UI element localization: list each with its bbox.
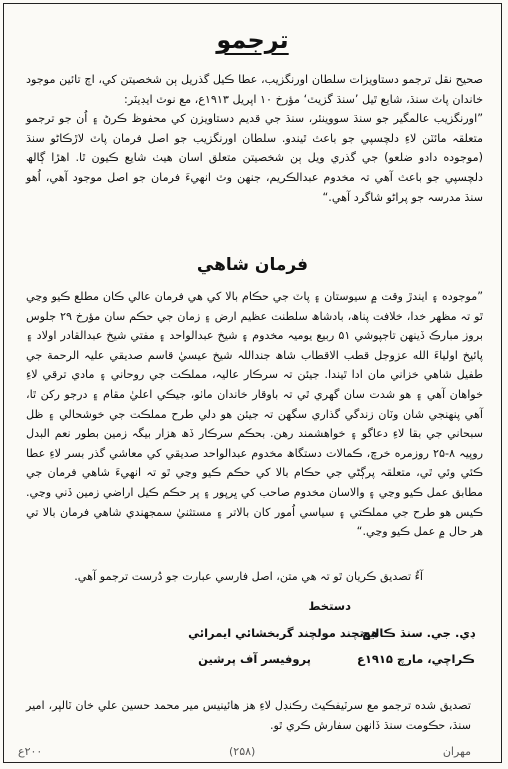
document-page bbox=[3, 3, 502, 763]
firman-heading: فرمان شاهي bbox=[196, 255, 309, 275]
intro-paragraph: صحيح نقل ترجمو دستاويزات سلطان اورنگزيب، عطا ڪيل گذريل ٻن شخصيتن کي، اڄ تائين موجود خاندان پاٽ سنڌ، شايع ٿيل ’سنڌ گزيٽ‘ مؤرخ ۱۰ اپريل ۱۹۱۳ع، مع نوٽ ايڊيٽر: bbox=[26, 73, 483, 106]
attestation-text: آءٌ تصديق ڪريان ٿو تہ هي متن، اصل فارسي عبارت جو دُرست ترجمو آهي. bbox=[74, 570, 423, 583]
footer-page-number: (۲۵۸) bbox=[229, 745, 256, 758]
signatory-organization: ڊي. جي. سنڌ ڪاليج bbox=[362, 626, 475, 640]
signature-place-date: ڪراچي، مارچ ۱۹۱۵ع bbox=[356, 652, 475, 666]
document-title bbox=[4, 26, 501, 54]
intro-section bbox=[26, 70, 483, 207]
firman-section bbox=[26, 287, 483, 542]
intro-paragraph-quote: ”اورنگزيب عالمگير جو سنڌ سووينئر، سنڌ جي قديم دستاويزن کي محفوظ ڪرڻ ۽ اُن جو ترجمو متعلقہ مائٽن لاءِ دلچسپي جو باعث ٿيندو. سلطان اورنگزيب جو اصل فرمان پاٽ لاڙڪاڻو سنڌ (موجوده دادو ضلعو) جي گذري ويل ٻن شخصيتن متعلق اسان هيٺ شايع ڪيون ٿا. اهڙا ڳالھ دلچسپي جو باعث آهي تہ مخدوم عبدالڪريم، جنهن وٽ انهيءَ فرمان جو اصل موجود آهي، اُهو سنڌ مدرسہ جو پراڻو شاگرد آهي.“ bbox=[26, 112, 483, 204]
signature-label: دستخط bbox=[308, 599, 351, 613]
signatory-role: پروفيسر آف پرشين bbox=[198, 652, 311, 666]
firman-body: ”موجوده ۽ ايندڙ وقت ۾ سيوستان ۽ پاٽ جي حڪام بالا کي هي فرمان عالي ڪان مطلع ڪيو وڃي ٿو تہ مظهر خدا، خلافت پناھ، بادشاھ سلطنت عظيم ارض ۽ زمان جي حڪم سان مؤرخ ۲۹ جلوس بروز مبارڪ ڏينهن تاجپوشي ۵۱ ربيع يوميہ مخدوم ۽ شيخ عبدالواحد ۽ مفتي شيخ عبدالقادر اولاد ۽ پائيخ اولياءَ الله عزوجل قطب الاقطاب شاھ جنداللہ شيخ عيسيٰ قاسم صديقي عليہ الرحمة جي طفيل شاهي خزاني مان ادا ٿيندا. جيئن تہ سرڪار عاليہ، مملڪت جي روحاني ۽ مادي ترقي لاءِ خواهان آهي ۽ هو شدت سان گهري ٿي تہ باوقار خاندان ماٺو، جيڪي اعليٰ مقام ۽ درجو رکن ٿا، آهي پنهنجي شان وٽان زندگي گذاري سگهن تہ جيئن هو دلي طرح مملڪت جي خوشحالي ۽ ظل سبحاني جي بقا لاءِ دعاگو ۽ خواهشمند رهن. بحڪم سرڪار ڏھ هزار بيگہ زمين بطور نعم البدل روپيہ ۸-۲۵ روزمره خرچ، ڪمالات دستگاھ مخدوم عبدالواحد صديقي کي معاشي گذر بسر لاءِ عطا ڪئي وئي ٿي، متعلقہ پرڳڻي جي حڪام بالا کي حڪم ڪيو وڃي ٿو تہ انهيءَ شاهي فرمان جي مطابق عمل ڪيو وڃي ۽ والاسان مخدوم صاحب کي ڀرپور ۽ پر حڪم ڪيل اراضي زمين ڏني وڃي. ڪيس هو طرح جي مملڪتي ۽ سياسي اُمور کان بالاتر ۽ مستثنيٰ سمجهندي شاهي فرمان بالا تي هر حال ۾ عمل ڪيو وڃي.“ bbox=[26, 290, 484, 539]
title-text: ترجمو bbox=[216, 26, 289, 54]
certificate-note: تصديق شده ترجمو مع سرٽيفڪيٽ رڪنڊل لاءِ هز هائينيس مير محمد حسين علي خان ٽالپر، امير سنڌ، حڪومت سنڌ ڏانهن سفارش ڪري ٿو. bbox=[26, 699, 471, 732]
footer-issue: ۲۰۰ع bbox=[18, 745, 43, 758]
footer-journal: مهران bbox=[442, 745, 471, 758]
signatory-name: هوتچند مولچند گربخشائي ايمرائي bbox=[188, 626, 379, 640]
